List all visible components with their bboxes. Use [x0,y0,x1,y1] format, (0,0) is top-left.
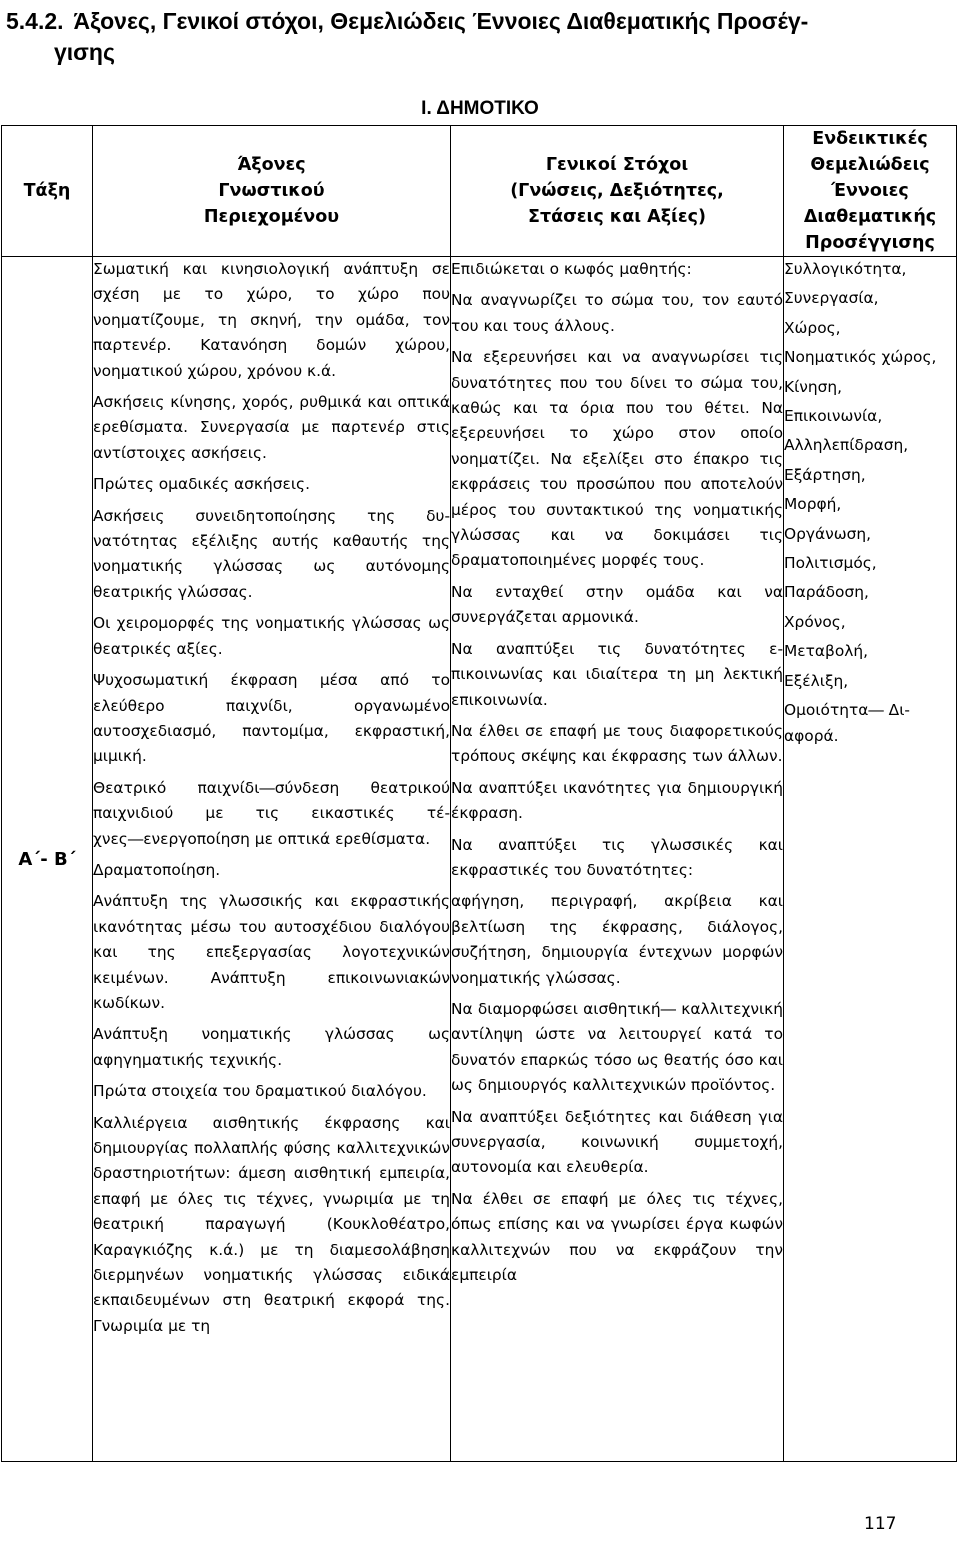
axones-item: Πρώτα στοιχεία του δραματικού διαλόγου. [93,1082,427,1101]
axones-item: Ανάπτυξη νοηματικής γλώσσας ως αφηγηματικής τεχνικής. [93,1025,450,1069]
curriculum-table [1,125,957,1462]
axones-item: Θεατρικό παιχνίδι―σύνδεση θεατρικού παιχνιδιού με τις εικαστικές τέχνες―ενεργοποίηση με οπτικά ερεθίσματα. [93,778,450,848]
stoxoi-item: Να ενταχθεί στην ομάδα και να συνεργάζεται αρμονικά. [451,582,783,627]
heading-number: 5.4.2. [6,8,64,34]
stoxoi-item: Να έλθει σε επαφή με τους διαφορετικούς τρόπους σκέψης και έκφρασης των άλλων. [451,721,783,766]
axones-item: Ψυχοσωματική έκφραση μέσα από το ελεύθερο παιχνίδι, οργανωμένο αυτοσχεδιασμό, παντομίμα, εκφραστική, μιμική. [93,671,450,766]
header-taxi: Τάξη [2,126,93,257]
axones-item: Ασκήσεις συνειδητοποίησης της δυνατότητας εξέλιξης αυτής καθαυτής της νοηματικής γλώσσας ως αυτόνομης θεατρικής γλώσσας. [93,506,450,601]
ennoies-item: Χώρος, [784,318,841,337]
axones-item: Πρώτες ομαδικές ασκήσεις. [93,475,310,494]
axones-item: Σωματική και κινησιολογική ανάπτυξη σε σχέση με το χώρο, το χώρο που νοηματίζουμε, τη σκηνή, την ομάδα, τον παρτενέρ. Κατανόηση δομών χώρου, νοηματικού χώρου, χρόνου κ.ά. [93,260,450,380]
ennoies-item: Επικοινωνία, [784,407,883,426]
axones-item: Οι χειρομορφές της νοηματικής γλώσσας ως θεατρικές αξίες. [93,614,450,658]
axones-item: Δραματοποίηση. [93,860,221,879]
axones-item: Ασκήσεις κίνησης, χορός, ρυθμικά και οπτικά ερεθίσματα. Συνεργασία με παρτενέρ στις αντίστοιχες ασκήσεις. [93,393,450,462]
ennoies-item: Μεταβολή, [784,642,869,661]
ennoies-item: Μορφή, [784,495,842,514]
header-axones: Άξονες Γνωστικού Περιεχομένου [93,126,451,257]
ennoies-item: Ομοιότητα― Διαφορά. [784,701,910,745]
ennoies-item: Συνεργασία, [784,289,879,308]
content-row [2,257,957,1462]
axones-item: Ανάπτυξη της γλωσσικής και εκφραστικής ικανότητας μέσω του αυτοσχέδιου διαλόγου και της επεξεργασίας λογοτεχνικών κειμένων. Ανάπτυξη επικοινωνιακών κωδίκων. [93,892,450,1012]
stoxoi-item: Να έλθει σε επαφή με όλες τις τέχνες, όπως επίσης και να γνωρίσει έργα κωφών καλλιτεχνών που να εκφράζουν την εμπειρία [451,1189,783,1285]
page-heading [6,6,951,68]
ennoies-item: Οργάνωση, [784,524,872,543]
stoxoi-item: αφήγηση, περιγραφή, ακρίβεια και βελτίωση της έκφρασης, διάλογος, συζήτηση, δημιουργία έντεχνων μορφών νοηματικής γλώσσας. [451,892,783,987]
stoxoi-item: Να αναπτύξει τις δυνατότητες επικοινωνίας και ιδιαίτερα τη μη λεκτική επικοινωνία. [451,639,783,709]
ennoies-item: Χρόνος, [784,612,846,631]
stoxoi-item: Να αναπτύξει τις γλωσσικές και εκφραστικές του δυνατότητες: [451,835,783,879]
axones-item: Καλλιέργεια αισθητικής έκφρασης και δημιουργίας πολλαπλής φύσης καλλιτεχνικών δραστηριοτήτων: άμεση αισθητική εμπειρία, επαφή με όλες τις τέχνες, γνωριμία με τη θεατρική παραγωγή (Κουκλοθέατρο, Καραγκιόζης κ.ά.) με τη διαμεσολάβηση διερμηνέων νοηματικής γλώσσας ειδικά εκπαιδευμένων στη θεατρική εκφορά της. Γνωριμία με τη [93,1113,450,1335]
axones-cell [93,257,451,1462]
grade-label: Α΄- Β΄ [18,848,76,870]
ennoies-item: Αλληλεπίδραση, [784,436,909,455]
ennoies-cell [784,257,957,1462]
stoxoi-item: Να διαμορφώσει αισθητική― καλλιτεχνική αντίληψη ώστε να λειτουργεί κατά το δυνατόν επαρκώς τόσο ως θεατής όσο και ως δημιουργός καλλιτεχνικών προϊόντος. [451,999,783,1095]
section-title: Ι. ΔΗΜΟΤΙΚΟ [421,98,539,119]
header-ennoies: Ενδεικτικές Θεμελιώδεις Έννοιες Διαθεματικής Προσέγγισης [784,126,957,257]
page-number: 117 [864,1514,897,1534]
ennoies-item: Συλλογικότητα, [784,260,907,278]
stoxoi-cell [451,257,784,1462]
header-stoxoi: Γενικοί Στόχοι (Γνώσεις, Δεξιότητες, Στάσεις και Αξίες) [451,126,784,257]
stoxoi-item: Επιδιώκεται ο κωφός μαθητής: [451,260,692,278]
stoxoi-item: Να αναπτύξει δεξιότητες και διάθεση για συνεργασία, κοινωνική συμμετοχή, αυτονομία και ελευθερία. [451,1107,783,1177]
stoxoi-item: Να εξερευνήσει και να αναγνωρίσει τις δυνατότητες που του δίνει το σώμα του, καθώς και τα όρια που του θέτει. Να εξερευνήσει το χώρο στον οποίο νοηματίζει. Να εξελίξει στο έπακρο τις εκφράσεις του προσώπου που αποτελούν μέρος του συντακτικού της νοηματικής γλώσσας και να δοκιμάσει τις δραματοποιημένες μορφές τους. [451,348,783,570]
ennoies-item: Εξέλιξη, [784,671,849,690]
ennoies-item: Πολιτισμός, [784,554,877,573]
ennoies-item: Κίνηση, [784,377,843,396]
stoxoi-item: Να αναγνωρίζει το σώμα του, τον εαυτό του και τους άλλους. [451,291,783,335]
ennoies-item: Παράδοση, [784,583,869,602]
stoxoi-item: Να αναπτύξει ικανότητες για δημιουργική έκφραση. [451,778,783,823]
ennoies-item: Νοηματικός χώρος, [784,348,937,367]
heading-title-line1: Άξονες, Γενικοί στόχοι, Θεμελιώδεις Έννοιες Διαθεματικής Προσέγ- [73,8,809,34]
ennoies-item: Εξάρτηση, [784,465,866,484]
header-row [2,126,957,257]
grade-cell [2,257,93,1462]
heading-title-line2: γισης [54,39,115,65]
